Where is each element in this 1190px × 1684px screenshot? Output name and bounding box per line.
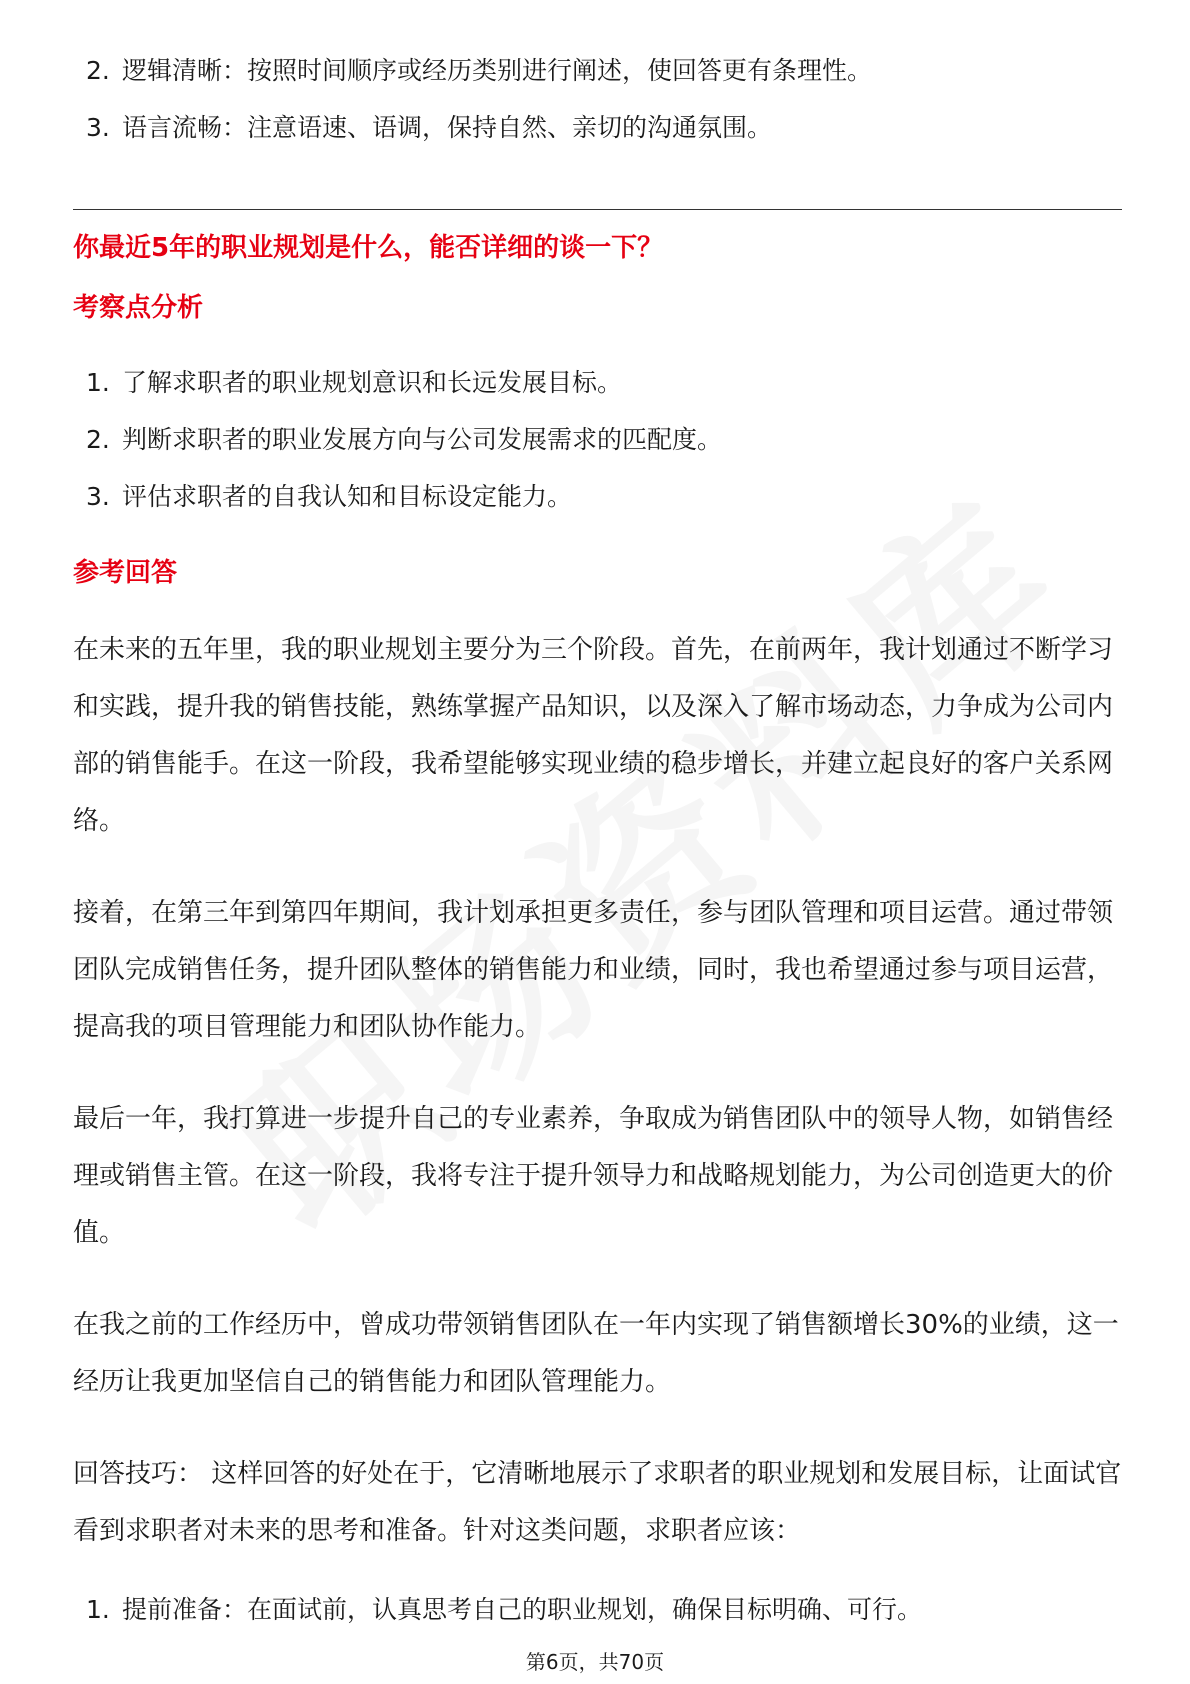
list-item xyxy=(86,424,722,456)
analysis-heading: 考察点分析 xyxy=(73,293,204,323)
list-item-number: 2. xyxy=(86,56,110,85)
list-item xyxy=(86,1594,922,1626)
tips-paragraph: 回答技巧： 这样回答的好处在于，它清晰地展示了求职者的职业规划和发展目标，让面试官看到求职者对未来的思考和准备。针对这类问题，求职者应该： xyxy=(73,1459,1122,1546)
answer-paragraph: 接着，在第三年到第四年期间，我计划承担更多责任，参与团队管理和项目运营。通过带领团队完成销售任务，提升团队整体的销售能力和业绩，同时，我也希望通过参与项目运营，提高我的项目管理能力和团队协作能力。 xyxy=(73,898,1114,1042)
list-item xyxy=(86,112,872,144)
list-item-text: 判断求职者的职业发展方向与公司发展需求的匹配度。 xyxy=(122,425,723,454)
list-item-number: 3. xyxy=(86,113,110,142)
list-item-number: 1. xyxy=(86,368,110,397)
answer-paragraph: 在未来的五年里，我的职业规划主要分为三个阶段。首先，在前两年，我计划通过不断学习和实践，提升我的销售技能，熟练掌握产品知识，以及深入了解市场动态，力争成为公司内部的销售能手。在这一阶段，我希望能够实现业绩的稳步增长，并建立起良好的客户关系网络。 xyxy=(73,635,1114,836)
list-item-number: 3. xyxy=(86,482,110,511)
list-item-text: 语言流畅：注意语速、语调，保持自然、亲切的沟通氛围。 xyxy=(122,113,773,142)
answer-heading: 参考回答 xyxy=(73,558,178,588)
answer-paragraph: 在我之前的工作经历中，曾成功带领销售团队在一年内实现了销售额增长30%的业绩，这一经历让我更加坚信自己的销售能力和团队管理能力。 xyxy=(73,1310,1119,1397)
top-numbered-list xyxy=(86,55,872,169)
list-item xyxy=(86,481,722,513)
section-divider xyxy=(73,209,1122,210)
list-item-text: 提前准备：在面试前，认真思考自己的职业规划，确保目标明确、可行。 xyxy=(122,1595,923,1624)
list-item-number: 2. xyxy=(86,425,110,454)
page-footer: 第6页，共70页 xyxy=(525,1650,665,1674)
list-item-number: 1. xyxy=(86,1595,110,1624)
list-item xyxy=(86,55,872,87)
tips-list xyxy=(86,1594,922,1626)
question-title: 你最近5年的职业规划是什么，能否详细的谈一下？ xyxy=(73,233,664,263)
list-item-text: 逻辑清晰：按照时间顺序或经历类别进行阐述，使回答更有条理性。 xyxy=(122,56,873,85)
list-item-text: 了解求职者的职业规划意识和长远发展目标。 xyxy=(122,368,623,397)
analysis-list xyxy=(86,367,722,538)
answer-paragraph: 最后一年，我打算进一步提升自己的专业素养，争取成为销售团队中的领导人物，如销售经理或销售主管。在这一阶段，我将专注于提升领导力和战略规划能力，为公司创造更大的价值。 xyxy=(73,1104,1114,1248)
list-item xyxy=(86,367,722,399)
list-item-text: 评估求职者的自我认知和目标设定能力。 xyxy=(122,482,573,511)
